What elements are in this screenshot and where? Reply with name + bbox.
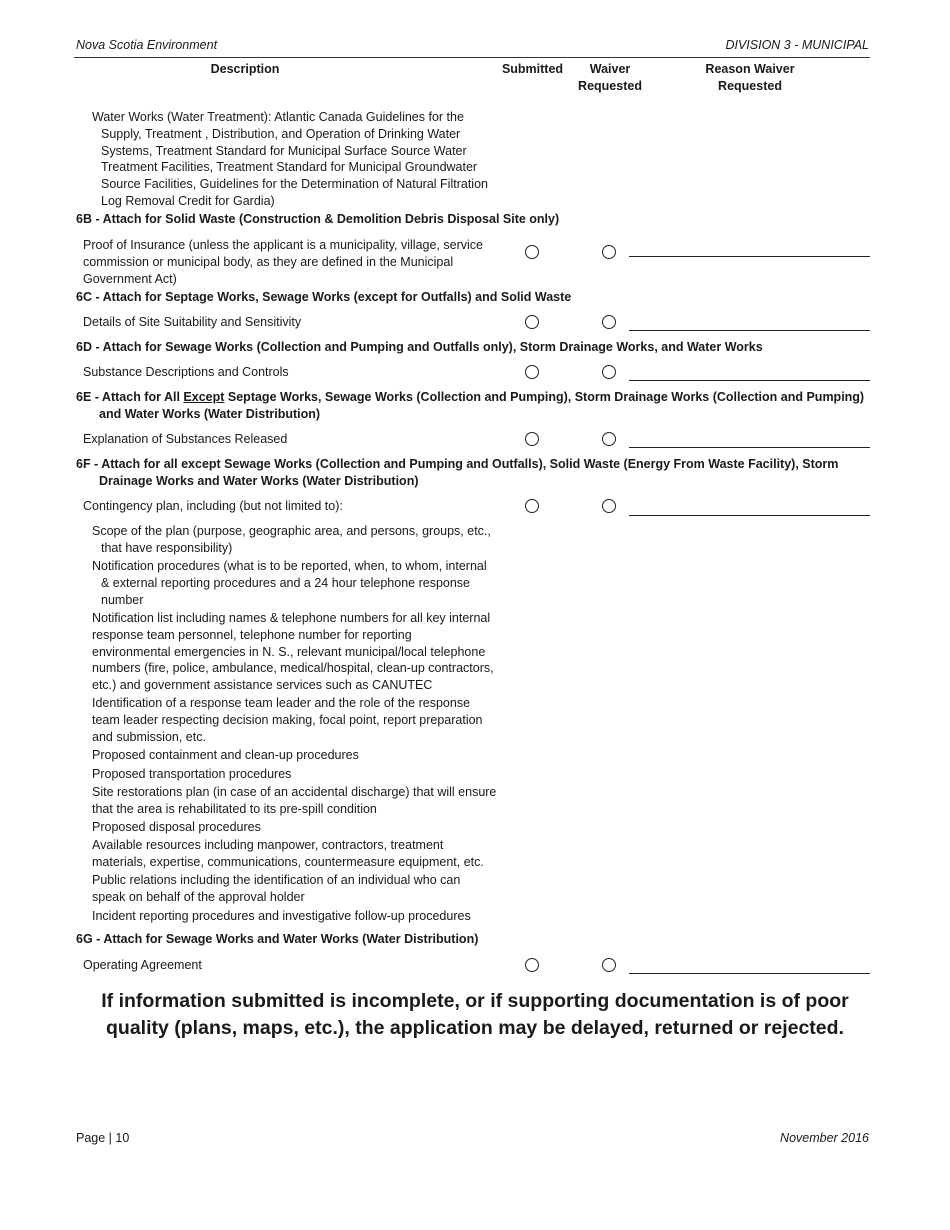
submitted-radio-6e[interactable] bbox=[525, 432, 539, 446]
reason-field-6g[interactable] bbox=[629, 973, 870, 974]
header-division: DIVISION 3 - MUNICIPAL bbox=[725, 38, 869, 52]
water-works-item: Water Works (Water Treatment): Atlantic Canada Guidelines for the Supply, Treatment , Distribution, and Operation of Drinking Water Systems, Treatment Standard for Municipal Surface Source Water Treatment Facilities, Treatment Standard for Municipal Groundwater Source Facilities, Guidelines for the Determination of Natural Filtration Log Removal Credit for Gardia) bbox=[92, 110, 488, 208]
section-6g-title: 6G - Attach for Sewage Works and Water Works (Water Distribution) bbox=[76, 932, 479, 946]
waiver-radio-6e[interactable] bbox=[602, 432, 616, 446]
submitted-radio-6f[interactable] bbox=[525, 499, 539, 513]
item-explanation-substances: Explanation of Substances Released bbox=[83, 432, 288, 446]
waiver-radio-6g[interactable] bbox=[602, 958, 616, 972]
subitem-notification-list: Notification list including names & telephone numbers for all key internal response team personnel, telephone number for reporting environmental emergencies in N. S., relevant municipal/local telephone numbers (fire, police, ambulance, medical/hospital, clean-up contractors, etc.) and government assistance services such as CANUTEC bbox=[92, 610, 494, 693]
item-operating-agreement: Operating Agreement bbox=[83, 958, 202, 972]
header-divider bbox=[74, 57, 870, 58]
section-6f-title: 6F - Attach for all except Sewage Works (Collection and Pumping and Outfalls), Solid Waste (Energy From Waste Facility), Storm Drainage Works and Water Works (Water Distribution) bbox=[76, 457, 839, 488]
item-contingency-plan: Contingency plan, including (but not limited to): bbox=[83, 499, 343, 513]
reason-field-6f[interactable] bbox=[629, 515, 870, 516]
item-substance-descriptions: Substance Descriptions and Controls bbox=[83, 365, 289, 379]
column-description: Description bbox=[210, 62, 280, 76]
subitem-notification-procedures: Notification procedures (what is to be reported, when, to whom, internal & external reporting procedures and a 24 hour telephone response number bbox=[92, 559, 487, 607]
submitted-radio-6b[interactable] bbox=[525, 245, 539, 259]
section-6b-title: 6B - Attach for Solid Waste (Construction & Demolition Debris Disposal Site only) bbox=[76, 212, 560, 226]
subitem-public-relations: Public relations including the identification of an individual who can speak on behalf of the approval holder bbox=[92, 873, 461, 905]
subitem-resources: Available resources including manpower, contractors, treatment materials, expertise, communications, countermeasure equipment, etc. bbox=[92, 838, 484, 870]
submitted-radio-6d[interactable] bbox=[525, 365, 539, 379]
footer-date: November 2016 bbox=[780, 1131, 869, 1145]
submitted-radio-6c[interactable] bbox=[525, 315, 539, 329]
page-number: Page | 10 bbox=[76, 1131, 130, 1145]
column-reason-waiver: Reason Waiver Requested bbox=[705, 62, 795, 93]
column-submitted: Submitted bbox=[501, 62, 564, 76]
submitted-radio-6g[interactable] bbox=[525, 958, 539, 972]
subitem-containment: Proposed containment and clean-up procedures bbox=[92, 748, 359, 763]
reason-field-6b[interactable] bbox=[629, 256, 870, 257]
waiver-radio-6b[interactable] bbox=[602, 245, 616, 259]
waiver-radio-6c[interactable] bbox=[602, 315, 616, 329]
reason-field-6c[interactable] bbox=[629, 330, 870, 331]
section-6e-title: 6E - Attach for All Except Septage Works, Sewage Works (Collection and Pumping), Storm Drainage Works (Collection and Pumping) and Water Works (Water Distribution) bbox=[76, 390, 865, 421]
waiver-radio-6d[interactable] bbox=[602, 365, 616, 379]
section-6c-title: 6C - Attach for Septage Works, Sewage Works (except for Outfalls) and Solid Waste bbox=[76, 290, 572, 304]
header-agency: Nova Scotia Environment bbox=[76, 38, 218, 52]
subitem-response-team-leader: Identification of a response team leader and the role of the response team leader respecting decision making, focal point, report preparation and submission, etc. bbox=[92, 696, 483, 745]
subitem-scope: Scope of the plan (purpose, geographic area, and persons, groups, etc., that have responsibility) bbox=[92, 524, 491, 555]
item-site-suitability: Details of Site Suitability and Sensitivity bbox=[83, 315, 302, 329]
item-proof-of-insurance: Proof of Insurance (unless the applicant is a municipality, village, service commission or municipal body, as they are defined in the Municipal Government Act) bbox=[83, 238, 483, 286]
subitem-site-restoration: Site restorations plan (in case of an accidental discharge) that will ensure that the area is rehabilitated to its pre-spill condition bbox=[92, 784, 497, 816]
subitem-incident-reporting: Incident reporting procedures and investigative follow-up procedures bbox=[92, 908, 471, 923]
reason-field-6e[interactable] bbox=[629, 447, 870, 448]
waiver-radio-6f[interactable] bbox=[602, 499, 616, 513]
subitem-disposal: Proposed disposal procedures bbox=[92, 820, 261, 835]
subitem-transportation: Proposed transportation procedures bbox=[92, 766, 292, 781]
column-waiver-requested: Waiver Requested bbox=[578, 62, 642, 93]
contingency-subitems bbox=[92, 523, 522, 924]
reason-field-6d[interactable] bbox=[629, 380, 870, 381]
section-6d-title: 6D - Attach for Sewage Works (Collection and Pumping and Outfalls only), Storm Drainage Works, and Water Works bbox=[76, 340, 763, 354]
incomplete-info-notice: If information submitted is incomplete, or if supporting documentation is of poor quality (plans, maps, etc.), the application may be delayed, returned or rejected. bbox=[101, 990, 849, 1039]
